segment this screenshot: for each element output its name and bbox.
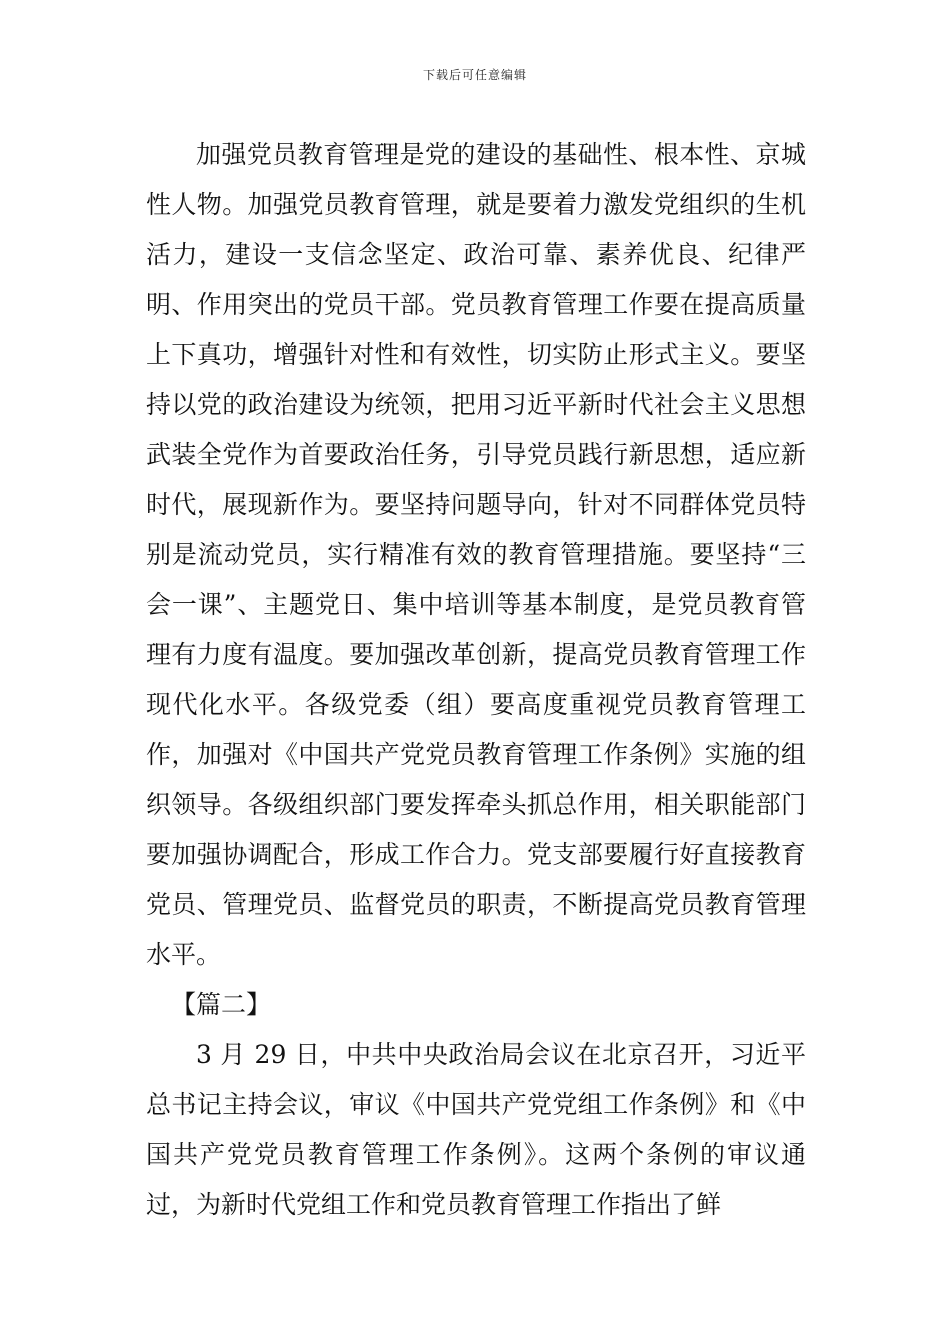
paragraph-1: 加强党员教育管理是党的建设的基础性、根本性、京城性人物。加强党员教育管理，就是要着力激发党组织的生机活力，建设一支信念坚定、政治可靠、素养优良、纪律严明、作用突出的党员干部。党员教育管理工作要在提高质量上下真功，增强针对性和有效性，切实防止形式主义。要坚持以党的政治建设为统领，把用习近平新时代社会主义思想武装全党作为首要政治任务，引导党员践行新思想，适应新时代，展现新作为。要坚持问题导向，针对不同群体党员特别是流动党员，实行精准有效的教育管理措施。要坚持“三会一课”、主题党日、集中培训等基本制度，是党员教育管理有力度有温度。要加强改革创新，提高党员教育管理工作现代化水平。各级党委（组）要高度重视党员教育管理工作，加强对《中国共产党党员教育管理工作条例》实施的组织领导。各级组织部门要发挥牵头抓总作用，相关职能部门要加强协调配合，形成工作合力。党支部要履行好直接教育党员、管理党员、监督党员的职责，不断提高党员教育管理水平。 — [146, 140, 806, 969]
paragraph-2: 3 月 29 日，中共中央政治局会议在北京召开，习近平总书记主持会议，审议《中国共产党党组工作条例》和《中国共产党党员教育管理工作条例》。这两个条例的审议通过，为新时代党组工作和党员教育管理工作指出了鲜 — [146, 1040, 806, 1219]
section-heading: 【篇二】 — [171, 990, 272, 1019]
document-body — [146, 130, 806, 1230]
header-note: 下载后可任意编辑 — [422, 68, 527, 82]
